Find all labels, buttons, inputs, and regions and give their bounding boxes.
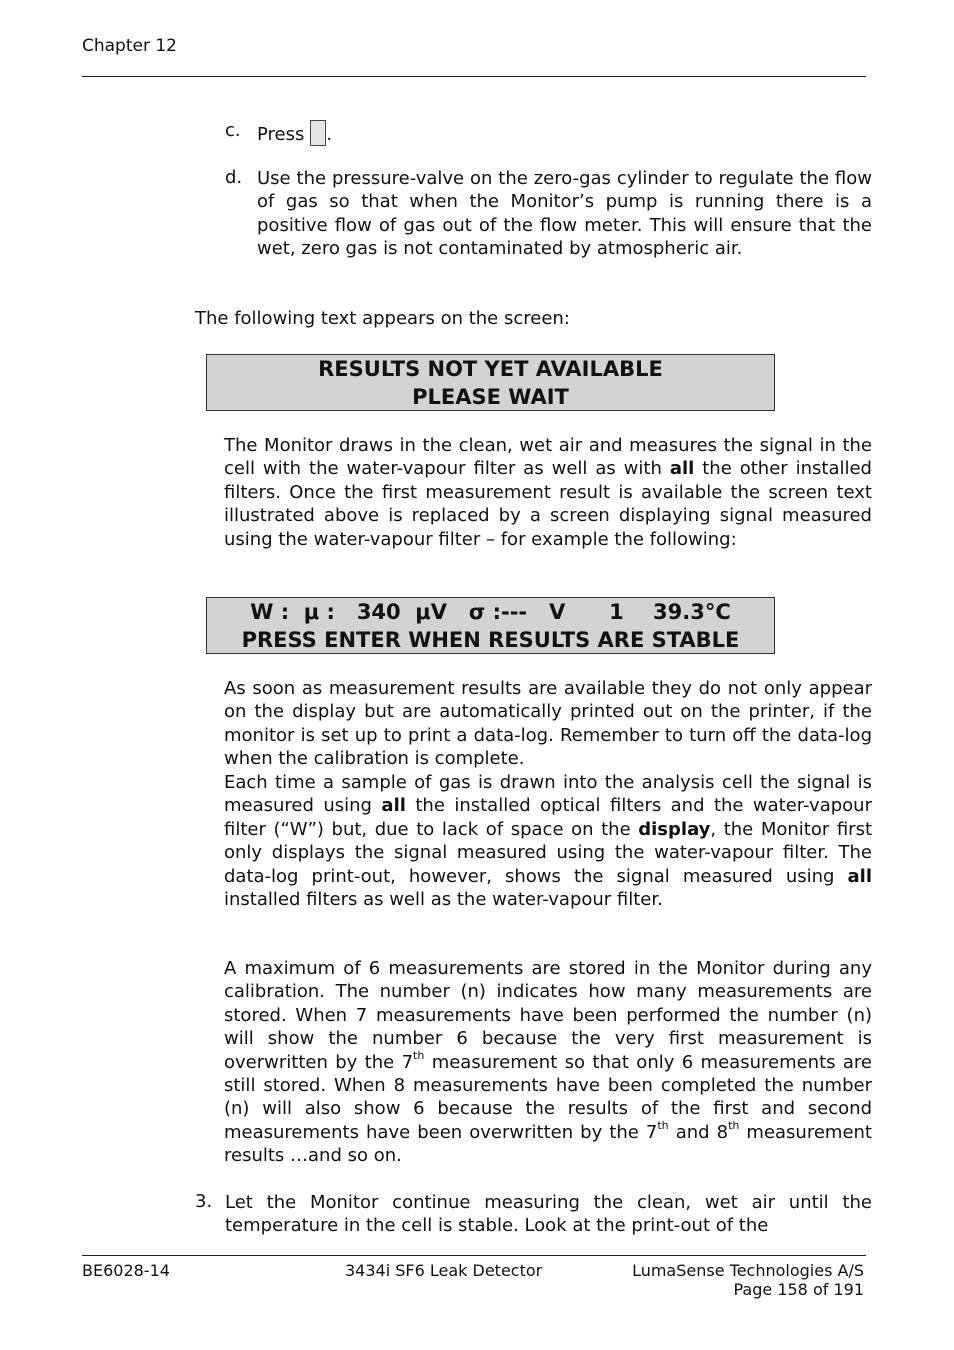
- para3-bold-1: all: [381, 795, 406, 817]
- step-c-label: c.: [225, 120, 241, 141]
- paragraph-printout: As soon as measurement results are available they do not only appear on the display but are automatically printed out on the printer, if the monitor is set up to print a data-log. Remember to turn off the data-log when the calibration is complete.: [224, 678, 872, 770]
- screen-line-1: RESULTS NOT YET AVAILABLE: [318, 357, 663, 381]
- para1-text-1: The Monitor draws in the clean, wet air and measures the signal in the cell with the water-vapour filter as well as with: [224, 435, 872, 480]
- para4-sup-3: th: [728, 1118, 740, 1132]
- paragraph-each-sample: [224, 771, 872, 911]
- footer-doc-id: BE6028-14: [82, 1261, 170, 1280]
- para1-text-2: the other installed filters. Once the first measurement result is available the screen text illustrated above is replaced by a screen displaying signal measured using the water-vapour filter – for example the following:: [224, 458, 872, 550]
- paragraph-monitor-draws: [224, 434, 872, 551]
- step-c-text: [257, 120, 332, 146]
- footer-page-number: Page 158 of 191: [733, 1280, 864, 1299]
- para3-bold-2: display: [638, 818, 711, 840]
- para4-sup-2: th: [657, 1118, 669, 1132]
- step-d-text: Use the pressure-valve on the zero-gas cylinder to regulate the flow of gas so that when the Monitor’s pump is running there is a positive flow of gas out of the flow meter. This will ensure that the wet, zero gas is not contaminated by atmospheric air.: [257, 168, 872, 260]
- screen-result-line-1: W : μ : 340 μV σ :--- V 1 39.3°C: [250, 600, 731, 624]
- step-d-label: d.: [225, 167, 243, 188]
- para4-sup-1: th: [413, 1048, 425, 1062]
- screen-display-waiting: [206, 354, 775, 411]
- para4-text-2: measurement so that only 6 measurements are still stored. When 8 measurements have been completed the number (n) will also show 6 because the results of the first and second measurements have been overwritten by the 7: [224, 1051, 872, 1143]
- paragraph-max-measurements: [224, 957, 872, 1168]
- screen-result-line-2: PRESS ENTER WHEN RESULTS ARE STABLE: [241, 628, 740, 652]
- para3-text-3: , the Monitor first only displays the signal measured using the water-vapour filter. The data-log print-out, however, shows the signal measured using: [224, 818, 873, 887]
- footer-divider: [82, 1255, 866, 1256]
- step-3-text: Let the Monitor continue measuring the clean, wet air until the temperature in the cell is stable. Look at the print-out of the: [225, 1192, 872, 1237]
- footer-product: 3434i SF6 Leak Detector: [345, 1261, 543, 1280]
- screen-display-result: [206, 597, 775, 654]
- step-c-text-before: Press: [257, 124, 305, 145]
- para4-text-3: and 8: [668, 1121, 729, 1143]
- para3-text-2: the installed optical filters and the water-vapour filter (“W”) but, due to lack of space on the: [224, 795, 872, 840]
- footer-company: LumaSense Technologies A/S: [632, 1261, 864, 1280]
- para3-text-1: Each time a sample of gas is drawn into the analysis cell the signal is measured using: [224, 772, 872, 817]
- screen-intro-text: The following text appears on the screen:: [195, 308, 570, 329]
- screen-line-2: PLEASE WAIT: [412, 385, 569, 409]
- key-button-icon: [310, 120, 326, 146]
- para1-bold: all: [669, 458, 695, 480]
- header-divider: [82, 76, 866, 77]
- step-3-label: 3.: [195, 1191, 213, 1212]
- para4-text-4: measurement results …and so on.: [224, 1121, 872, 1167]
- para4-text-1: A maximum of 6 measurements are stored in the Monitor during any calibration. The number (n) indicates how many measurements are stored. When 7 measurements have been performed the number (n) will show the number 6 because the very first measurement is overwritten by the 7: [224, 958, 872, 1073]
- para3-bold-3: all: [847, 865, 872, 887]
- chapter-title: Chapter 12: [82, 36, 178, 56]
- step-c-text-after: .: [326, 124, 333, 145]
- para3-text-4: installed filters as well as the water-vapour filter.: [224, 889, 663, 911]
